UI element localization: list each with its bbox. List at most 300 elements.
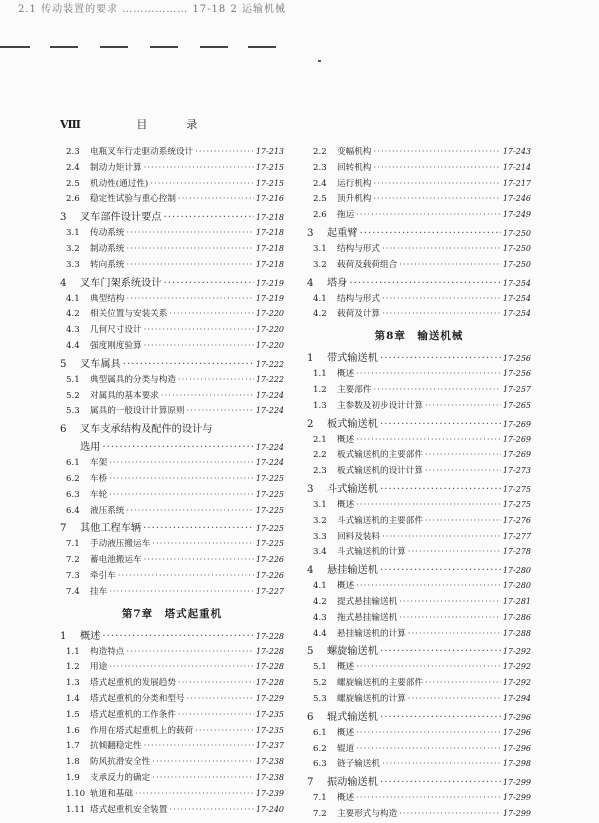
- toc-entry[interactable]: [60, 553, 284, 569]
- entry-number: 4.1: [313, 581, 327, 592]
- dot-leader: [144, 741, 254, 751]
- toc-entry[interactable]: [307, 726, 531, 742]
- entry-title: 顶升机构: [337, 194, 372, 205]
- dot-leader: [356, 435, 501, 445]
- entry-page: 17-250: [502, 243, 531, 253]
- entry-title: 塔式起重机的发展趋势: [90, 678, 176, 689]
- entry-title: 车轮: [90, 489, 108, 500]
- entry-number: 7.1: [313, 793, 327, 804]
- toc-entry[interactable]: [307, 611, 531, 627]
- entry-number: 1.10: [66, 788, 86, 799]
- toc-section[interactable]: [60, 438, 284, 456]
- entry-page: 17-225: [255, 473, 284, 483]
- dot-leader: [187, 406, 254, 416]
- dot-leader: [380, 565, 501, 576]
- toc-section[interactable]: [307, 224, 531, 242]
- entry-page: 17-226: [255, 555, 284, 565]
- toc-entry[interactable]: [307, 208, 531, 224]
- dot-leader: [380, 353, 501, 364]
- entry-title: 概述: [337, 499, 355, 510]
- entry-number: 1.8: [66, 757, 80, 768]
- toc-section[interactable]: [60, 627, 284, 645]
- entry-title: 塔式起重机的分类和型号: [90, 693, 185, 704]
- entry-title: 概述: [337, 793, 355, 804]
- entry-page: 17-218: [255, 243, 284, 253]
- entry-number: 7.4: [66, 586, 80, 597]
- toc-entry[interactable]: [60, 192, 284, 208]
- entry-title: 起重臂: [327, 227, 358, 239]
- toc-entry[interactable]: [307, 433, 531, 449]
- toc-entry[interactable]: [307, 242, 531, 258]
- entry-page: 17-273: [502, 466, 531, 476]
- toc-entry[interactable]: [60, 389, 284, 405]
- dot-leader: [399, 613, 501, 623]
- toc-entry[interactable]: [307, 161, 531, 177]
- entry-number: 4: [307, 277, 314, 289]
- entry-number: 1.2: [313, 384, 327, 395]
- toc-entry[interactable]: [60, 771, 284, 787]
- entry-title: 悬挂输送机的计算: [337, 628, 406, 639]
- entry-page: 17-286: [502, 612, 531, 622]
- toc-entry[interactable]: [60, 504, 284, 520]
- entry-title: 车架: [90, 458, 108, 469]
- toc-entry[interactable]: [307, 579, 531, 595]
- entry-page: 17-269: [502, 450, 531, 460]
- entry-number: 3.3: [313, 531, 327, 542]
- entry-title: 斗式输送机: [327, 483, 378, 495]
- toc-entry[interactable]: [60, 676, 284, 692]
- dot-leader: [373, 147, 500, 157]
- toc-section[interactable]: [60, 355, 284, 373]
- entry-number: 1.3: [66, 678, 80, 689]
- entry-number: 1.1: [66, 646, 80, 657]
- toc-entry[interactable]: [307, 595, 531, 611]
- entry-page: 17-292: [502, 678, 531, 688]
- dot-leader: [425, 516, 501, 526]
- toc-entry[interactable]: [60, 161, 284, 177]
- entry-page: 17-294: [502, 693, 531, 703]
- entry-page: 17-296: [502, 743, 531, 753]
- entry-page: 17-225: [255, 489, 284, 499]
- toc-entry[interactable]: [307, 177, 531, 193]
- dot-leader: [356, 728, 501, 738]
- dot-leader: [373, 179, 500, 189]
- toc-entry[interactable]: [60, 708, 284, 724]
- entry-page: 17-277: [502, 531, 531, 541]
- toc-section[interactable]: [60, 420, 284, 438]
- toc-entry[interactable]: [307, 498, 531, 514]
- toc-entry[interactable]: [60, 292, 284, 308]
- dot-leader: [356, 210, 501, 220]
- dot-leader: [152, 757, 254, 767]
- entry-title: 其他工程车辆: [80, 523, 142, 535]
- entry-number: 2.5: [313, 194, 327, 205]
- entry-title: 运行机构: [337, 178, 372, 189]
- entry-number: 1.6: [66, 725, 80, 736]
- entry-title: 叉车支承结构及配件的设计与: [80, 424, 213, 436]
- entry-page: 17-220: [255, 325, 284, 335]
- entry-title: 典型属具的分类与构造: [90, 374, 176, 385]
- toc-column-left: [60, 145, 284, 818]
- entry-title: 回转机构: [337, 162, 372, 173]
- entry-title: 塔式起重机的工作条件: [90, 709, 176, 720]
- toc-entry[interactable]: [60, 739, 284, 755]
- entry-title: 抗倾翻稳定性: [90, 741, 142, 752]
- toc-entry[interactable]: [307, 292, 531, 308]
- toc-entry[interactable]: [60, 307, 284, 323]
- entry-number: 4.3: [313, 612, 327, 623]
- entry-number: 7: [60, 523, 67, 535]
- toc-entry[interactable]: [307, 145, 531, 161]
- dot-leader: [356, 793, 501, 803]
- entry-title: 拖运: [337, 210, 355, 221]
- dot-leader: [356, 500, 501, 510]
- entry-page: 17-227: [255, 586, 284, 596]
- toc-entry[interactable]: [307, 757, 531, 773]
- entry-number: 2.4: [313, 178, 327, 189]
- toc-section[interactable]: [307, 415, 531, 433]
- dot-leader: [135, 789, 254, 799]
- dot-leader: [380, 484, 501, 495]
- dot-leader: [109, 490, 254, 500]
- toc-entry[interactable]: [307, 807, 531, 823]
- entry-number: 3: [60, 212, 67, 224]
- toc-entry[interactable]: [60, 226, 284, 242]
- entry-page: 17-218: [255, 213, 284, 223]
- entry-title: 牵引车: [90, 570, 116, 581]
- entry-page: 17-216: [255, 194, 284, 204]
- entry-page: 17-215: [255, 178, 284, 188]
- entry-title: 板式输送机的主要部件: [337, 450, 423, 461]
- toc-section[interactable]: [60, 519, 284, 537]
- entry-title: 轨道和基础: [90, 788, 133, 799]
- toc-entry[interactable]: [307, 791, 531, 807]
- entry-title: 悬挂输送机: [327, 565, 378, 577]
- toc-entry[interactable]: [60, 323, 284, 339]
- entry-title: 叉车门架系统设计: [80, 277, 162, 289]
- entry-page: 17-276: [502, 515, 531, 525]
- dot-leader: [382, 244, 501, 254]
- dot-leader: [382, 294, 501, 304]
- toc-section[interactable]: [307, 349, 531, 367]
- entry-title: 车桥: [90, 473, 108, 484]
- entry-number: 4.3: [66, 325, 80, 336]
- dot-leader: [144, 555, 254, 565]
- toc-entry[interactable]: [307, 692, 531, 708]
- entry-title: 支承反力的确定: [90, 772, 151, 783]
- entry-page: 17-225: [255, 539, 284, 549]
- chapter-heading: 第8章 输送机械: [374, 330, 464, 343]
- toc-entry[interactable]: [307, 367, 531, 383]
- entry-number: 3.2: [313, 259, 327, 270]
- entry-title: 叉车部件设计要点: [80, 212, 162, 224]
- entry-number: 1.11: [66, 804, 86, 815]
- dot-leader: [187, 694, 254, 704]
- entry-page: 17-224: [255, 390, 284, 400]
- dot-leader: [144, 341, 254, 351]
- toc-entry[interactable]: [307, 464, 531, 480]
- entry-page: 17-238: [255, 772, 284, 782]
- dot-leader: [169, 805, 253, 815]
- toc-section[interactable]: [307, 708, 531, 726]
- toc-section[interactable]: [307, 773, 531, 791]
- entry-page: 17-254: [502, 278, 531, 288]
- entry-number: 4: [60, 277, 67, 289]
- entry-title: 斗式输送机的计算: [337, 547, 406, 558]
- dot-leader: [109, 662, 254, 672]
- page-title: 目 录: [136, 118, 212, 131]
- dot-leader: [195, 147, 254, 157]
- entry-number: 6.2: [66, 473, 80, 484]
- entry-number: 3.2: [66, 243, 80, 254]
- dot-leader: [123, 359, 254, 370]
- toc-entry[interactable]: [60, 339, 284, 355]
- toc-entry[interactable]: [60, 803, 284, 819]
- toc-entry[interactable]: [60, 787, 284, 803]
- dot-leader: [425, 450, 501, 460]
- entry-page: 17-235: [255, 725, 284, 735]
- entry-page: 17-226: [255, 570, 284, 580]
- dot-leader: [126, 647, 253, 657]
- entry-title: 螺旋输送机的计算: [337, 693, 406, 704]
- entry-title: 螺旋输送机: [327, 646, 378, 658]
- entry-title: 挂车: [90, 586, 108, 597]
- entry-title: 相关位置与安装关系: [90, 309, 168, 320]
- dot-leader: [425, 466, 501, 476]
- entry-page: 17-254: [502, 309, 531, 319]
- entry-page: 17-250: [502, 259, 531, 269]
- entry-title: 概述: [337, 662, 355, 673]
- entry-number: 5.2: [66, 390, 80, 401]
- entry-number: 2.3: [66, 147, 80, 157]
- toc-entry[interactable]: [307, 399, 531, 415]
- entry-number: 3.1: [66, 228, 80, 239]
- dot-leader: [143, 523, 254, 534]
- toc-entry[interactable]: [60, 373, 284, 389]
- toc-entry[interactable]: [60, 488, 284, 504]
- toc-entry[interactable]: [307, 383, 531, 399]
- entry-title: 板式输送机: [327, 418, 378, 430]
- entry-number: 3.1: [313, 243, 327, 254]
- entry-title: 传动系统: [90, 228, 125, 239]
- entry-page: 17-240: [255, 804, 284, 814]
- entry-title: 液压系统: [90, 505, 125, 516]
- dot-leader: [356, 581, 501, 591]
- entry-number: 1.9: [66, 772, 80, 783]
- entry-number: 7: [307, 777, 314, 789]
- entry-page: 17-299: [502, 808, 531, 818]
- entry-number: 2.5: [66, 178, 80, 189]
- entry-title: 振动输送机: [327, 777, 378, 789]
- entry-page: 17-220: [255, 309, 284, 319]
- toc-entry[interactable]: [60, 585, 284, 601]
- entry-title: 概述: [337, 369, 355, 380]
- entry-number: 2.2: [313, 450, 327, 461]
- entry-page: 17-218: [255, 228, 284, 238]
- dot-leader: [408, 694, 501, 704]
- entry-number: 6.1: [66, 458, 80, 469]
- toc-entry[interactable]: [60, 456, 284, 472]
- entry-number: 5: [60, 358, 67, 370]
- toc-entry[interactable]: [307, 514, 531, 530]
- toc-entry[interactable]: [60, 569, 284, 585]
- dot-leader: [164, 278, 254, 289]
- entry-title: 斗式输送机的主要部件: [337, 515, 423, 526]
- toc-entry[interactable]: [60, 472, 284, 488]
- toc-section[interactable]: [60, 274, 284, 292]
- entry-page: 17-238: [255, 757, 284, 767]
- top-bleed-text: 2.1 传动装置的要求 ……………… 17-18 2 运输机械: [18, 4, 286, 15]
- dot-leader: [126, 244, 253, 254]
- entry-number: 5: [307, 646, 314, 658]
- entry-page: 17-228: [255, 646, 284, 656]
- entry-page: 17-275: [502, 499, 531, 509]
- toc-entry[interactable]: [60, 404, 284, 420]
- toc-entry[interactable]: [60, 258, 284, 274]
- dot-leader: [382, 532, 501, 542]
- dot-leader: [178, 194, 254, 204]
- entry-page: 17-229: [255, 693, 284, 703]
- dot-leader: [380, 712, 501, 723]
- entry-title: 强度刚度验算: [90, 340, 142, 351]
- entry-page: 17-213: [255, 147, 284, 156]
- toc-entry[interactable]: [60, 692, 284, 708]
- dot-leader: [178, 710, 254, 720]
- toc-entry[interactable]: [307, 545, 531, 561]
- entry-page: 17-217: [502, 178, 531, 188]
- entry-page: 17-225: [255, 505, 284, 515]
- entry-page: 17-239: [255, 788, 284, 798]
- dot-leader: [356, 369, 501, 379]
- entry-title: 概述: [337, 434, 355, 445]
- toc-entry[interactable]: [60, 724, 284, 740]
- toc-entry[interactable]: [60, 660, 284, 676]
- entry-title: 概述: [337, 727, 355, 738]
- toc-section[interactable]: [307, 642, 531, 660]
- entry-number: 5.3: [66, 406, 80, 417]
- toc-entry[interactable]: [307, 530, 531, 546]
- dot-leader: [102, 442, 253, 453]
- entry-title: 稳定性试验与重心控制: [90, 194, 176, 205]
- page-header: [60, 116, 211, 132]
- toc-entry[interactable]: [307, 627, 531, 643]
- entry-title: 构造特点: [90, 646, 125, 657]
- toc-entry[interactable]: [307, 307, 531, 323]
- entry-page: 17-298: [502, 759, 531, 769]
- entry-number: 6.2: [313, 743, 327, 754]
- page-number: Ⅷ: [60, 118, 81, 131]
- entry-number: 5.3: [313, 693, 327, 704]
- dot-leader: [126, 228, 253, 238]
- toc-section[interactable]: [307, 274, 531, 292]
- dot-leader: [178, 375, 254, 385]
- chapter-heading: 第7章 塔式起重机: [121, 607, 223, 620]
- entry-page: 17-250: [502, 228, 531, 238]
- toc-entry[interactable]: [307, 192, 531, 208]
- entry-title: 拖式悬挂输送机: [337, 612, 398, 623]
- toc-entry[interactable]: [307, 676, 531, 692]
- entry-page: 17-257: [502, 384, 531, 394]
- entry-number: 3.2: [313, 515, 327, 526]
- dot-leader: [102, 631, 253, 642]
- toc-entry[interactable]: [60, 755, 284, 771]
- entry-number: 1.7: [66, 741, 80, 752]
- toc-section[interactable]: [60, 208, 284, 226]
- toc-column-right: [307, 145, 531, 823]
- entry-title: 制动力矩计算: [90, 162, 142, 173]
- entry-title: 螺旋输送机的主要部件: [337, 678, 423, 689]
- entry-title: 概述: [337, 581, 355, 592]
- entry-number: 1.1: [313, 369, 327, 380]
- entry-title: 用途: [90, 662, 108, 673]
- entry-number: 5.1: [313, 662, 327, 673]
- entry-title: 防风抗滑安全性: [90, 757, 151, 768]
- toc-entry[interactable]: [307, 448, 531, 464]
- toc-entry[interactable]: [307, 742, 531, 758]
- entry-title: 链子输送机: [337, 759, 380, 770]
- entry-number: 2.4: [66, 162, 80, 173]
- entry-number: 3.4: [313, 547, 327, 558]
- entry-page: 17-220: [255, 340, 284, 350]
- entry-title: 转向系统: [90, 259, 125, 270]
- dot-leader: [109, 587, 254, 597]
- entry-number: 6.3: [313, 759, 327, 770]
- toc-section[interactable]: [307, 480, 531, 498]
- entry-number: 3: [307, 227, 314, 239]
- entry-title: 带式输送机: [327, 353, 378, 365]
- entry-number: 6.4: [66, 505, 80, 516]
- dot-leader: [195, 726, 254, 736]
- toc-entry[interactable]: [60, 537, 284, 553]
- dot-leader: [399, 260, 501, 270]
- entry-page: 17-296: [502, 727, 531, 737]
- entry-title: 概述: [80, 630, 101, 642]
- entry-number: 5.1: [66, 374, 80, 385]
- toc-section[interactable]: [307, 561, 531, 579]
- toc-entry[interactable]: [307, 258, 531, 274]
- toc-entry[interactable]: [60, 645, 284, 661]
- dot-leader: [425, 401, 501, 411]
- entry-page: 17-249: [502, 210, 531, 220]
- entry-number: 6: [60, 424, 67, 436]
- dot-leader: [373, 385, 500, 395]
- entry-title: 提式悬挂输送机: [337, 596, 398, 607]
- entry-number: 5.2: [313, 678, 327, 689]
- entry-title: 塔身: [327, 277, 348, 289]
- dot-leader: [356, 662, 501, 672]
- dot-leader: [373, 194, 500, 204]
- entry-page: 17-225: [255, 524, 284, 534]
- entry-number: 2.1: [313, 434, 327, 445]
- entry-title: 主要形式与构造: [337, 808, 398, 819]
- toc-entry[interactable]: [60, 242, 284, 258]
- entry-page: 17-215: [255, 162, 284, 172]
- entry-number: 6.1: [313, 727, 327, 738]
- entry-number: 2.6: [66, 194, 80, 205]
- entry-number: 6: [307, 711, 314, 723]
- dot-leader: [152, 539, 254, 549]
- entry-page: 17-288: [502, 628, 531, 638]
- dot-leader: [380, 646, 501, 657]
- entry-title: 电瓶叉车行走驱动系统设计: [90, 147, 194, 157]
- toc-entry[interactable]: [60, 177, 284, 193]
- entry-title: 主要部件: [337, 384, 372, 395]
- entry-page: 17-269: [502, 434, 531, 444]
- dot-leader: [150, 179, 254, 189]
- toc-entry[interactable]: [307, 660, 531, 676]
- entry-number: 4.4: [313, 628, 327, 639]
- toc-entry[interactable]: [60, 145, 284, 161]
